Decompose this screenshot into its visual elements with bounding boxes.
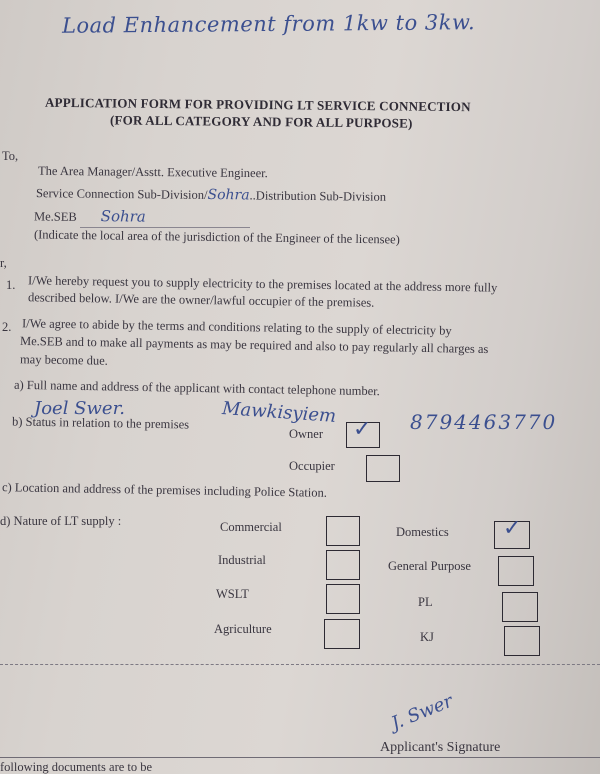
section-d-label: d) Nature of LT supply : bbox=[0, 514, 122, 528]
applicant-name: Joel Swer. bbox=[34, 398, 125, 419]
status-owner-label: Owner bbox=[289, 427, 324, 441]
supply-industrial-label: Industrial bbox=[218, 553, 266, 567]
salutation: r, bbox=[0, 256, 7, 270]
item-2-line-3: may become due. bbox=[19, 352, 108, 368]
section-b-label: b) Status in relation to the premises bbox=[11, 414, 190, 432]
kj-checkbox[interactable] bbox=[504, 626, 540, 656]
section-c-label: c) Location and address of the premises including Police Station. bbox=[1, 480, 328, 500]
pl-checkbox[interactable] bbox=[502, 592, 538, 622]
supply-general-purpose-label: General Purpose bbox=[388, 559, 471, 573]
address-line-2-prefix: Service Connection Sub-Division/ bbox=[35, 186, 208, 202]
address-line-3 bbox=[34, 206, 146, 225]
form-subtitle: (FOR ALL CATEGORY AND FOR ALL PURPOSE) bbox=[109, 112, 413, 131]
bottom-divider bbox=[0, 757, 600, 758]
section-a-label: a) Full name and address of the applicant with contact telephone number. bbox=[13, 377, 380, 399]
address-line-2-suffix: ..Distribution Sub-Division bbox=[249, 188, 387, 204]
applicant-address: Mawkisyiem bbox=[221, 398, 337, 427]
status-occupier-label: Occupier bbox=[289, 459, 335, 473]
domestics-checkbox[interactable] bbox=[494, 516, 530, 549]
agriculture-checkbox[interactable] bbox=[324, 619, 360, 649]
occupier-checkbox[interactable] bbox=[366, 455, 400, 482]
address-line-3-prefix: Me.SEB bbox=[33, 209, 77, 224]
phone-number: 8794463770 bbox=[410, 410, 558, 434]
address-line-1: The Area Manager/Asstt. Executive Engineer. bbox=[37, 163, 268, 181]
office-handwritten: Sohra bbox=[100, 207, 146, 226]
supply-kj-label: KJ bbox=[420, 630, 434, 644]
subdivision-handwritten: Sohra bbox=[207, 186, 250, 204]
item-2-line-1: I/We agree to abide by the terms and conditions relating to the supply of electricity by bbox=[21, 316, 452, 338]
item-2-line-2: Me.SEB and to make all payments as may be required and also to pay regularly all charges as bbox=[19, 333, 489, 357]
header-note: Load Enhancement from 1kw to 3kw. bbox=[61, 10, 476, 38]
owner-checkbox[interactable] bbox=[346, 417, 380, 448]
industrial-checkbox[interactable] bbox=[326, 550, 360, 580]
footer-text: following documents are to be bbox=[0, 760, 153, 774]
section-divider bbox=[0, 664, 600, 665]
supply-pl-label: PL bbox=[418, 595, 433, 609]
supply-commercial-label: Commercial bbox=[220, 520, 282, 534]
item-1-line-1: I/We hereby request you to supply electricity to the premises located at the address more fully bbox=[27, 273, 498, 295]
wslt-checkbox[interactable] bbox=[326, 584, 360, 614]
supply-domestics-label: Domestics bbox=[396, 525, 449, 539]
item-1-line-2: described below. I/We are the owner/lawful occupier of the premises. bbox=[27, 290, 375, 310]
form-title: APPLICATION FORM FOR PROVIDING LT SERVICE CONNECTION bbox=[44, 94, 471, 115]
address-line-2 bbox=[36, 185, 386, 205]
general-purpose-checkbox[interactable] bbox=[498, 556, 534, 586]
applicant-signature-label: Applicant's Signature bbox=[380, 740, 501, 755]
signature: J. Swer bbox=[388, 690, 456, 735]
supply-wslt-label: WSLT bbox=[216, 587, 249, 601]
item-1-num: 1. bbox=[6, 278, 16, 292]
item-2-num: 2. bbox=[2, 320, 12, 334]
commercial-checkbox[interactable] bbox=[326, 516, 360, 546]
supply-agriculture-label: Agriculture bbox=[214, 622, 272, 636]
domestics-check-mark: ✓ bbox=[503, 516, 522, 541]
owner-check-mark: ✓ bbox=[353, 417, 372, 442]
address-line-4: (Indicate the local area of the jurisdiction of the Engineer of the licensee) bbox=[33, 227, 400, 247]
to-label: To, bbox=[2, 149, 19, 163]
